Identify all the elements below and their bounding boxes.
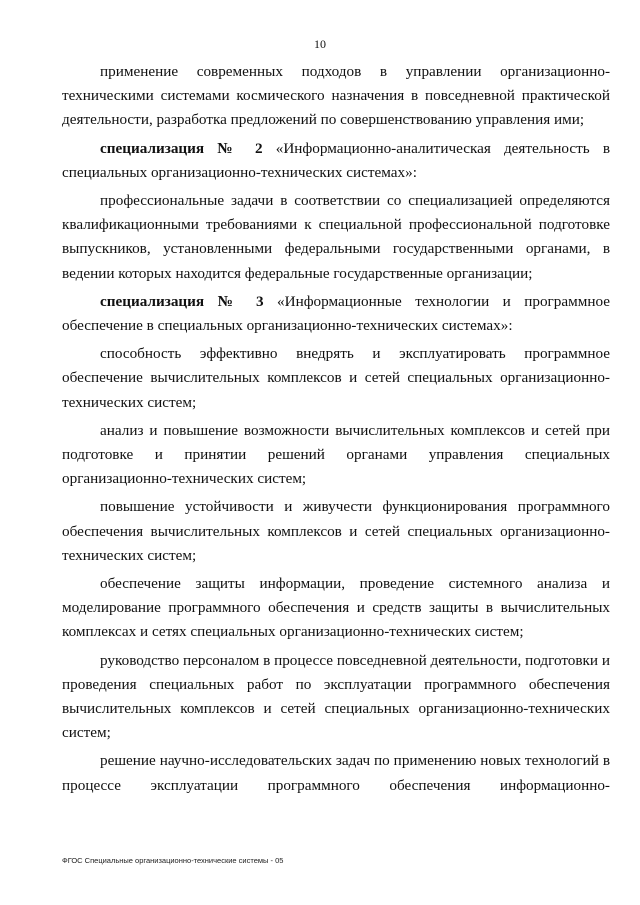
paragraph-resilience — [62, 495, 610, 568]
paragraph-analysis — [62, 419, 610, 492]
paragraph-personnel — [62, 649, 610, 746]
paragraph-specialization-3 — [62, 290, 610, 338]
paragraph-text: профессиональные задачи в соответствии со специализацией определяются квалификационными требованиями к специальной профессиональной подготовке выпускников, установленными федеральными государственными органами, в ведении которых находится федеральные государственные организации; — [62, 192, 610, 282]
paragraph-research — [62, 749, 610, 797]
paragraph-implementation — [62, 342, 610, 415]
paragraph-management-approaches — [62, 60, 610, 133]
specialization-title: «Информационные технологии и программное обеспечение в специальных организационно-технических системах»: — [62, 292, 610, 335]
document-body — [62, 60, 610, 802]
paragraph-text: способность эффективно внедрять и эксплуатировать программное обеспечение вычислительных комплексов и сетей специальных организационно-технических систем; — [62, 345, 610, 411]
paragraph-security — [62, 572, 610, 645]
page-footer: ФГОС Специальные организационно-технические системы - 05 — [62, 856, 284, 865]
paragraph-professional-tasks — [62, 189, 610, 286]
paragraph-specialization-2 — [62, 137, 610, 185]
paragraph-text: повышение устойчивости и живучести функционирования программного обеспечения вычислительных комплексов и сетей специальных организационно-технических систем; — [62, 498, 610, 564]
specialization-title: «Информационно-аналитическая деятельность в специальных организационно-технических системах»: — [62, 139, 610, 181]
paragraph-text: руководство персоналом в процессе повседневной деятельности, подготовки и проведения специальных работ по эксплуатации программного обеспечения вычислительных комплексов и сетей специальных организационно-технических систем; — [62, 651, 610, 742]
paragraph-text: решение научно-исследовательских задач по применению новых технологий в процессе эксплуатации программного обеспечения информационно- — [62, 752, 610, 794]
page-number: 10 — [314, 37, 326, 51]
specialization-label: специализация № 3 — [100, 292, 264, 310]
paragraph-text: анализ и повышение возможности вычислительных комплексов и сетей при подготовке и принятии решений органами управления специальных организационно-технических систем; — [62, 421, 610, 488]
paragraph-text: обеспечение защиты информации, проведение системного анализа и моделирование программного обеспечения и средств защиты в вычислительных комплексах и сетях специальных организационно-технических систем; — [62, 575, 610, 641]
specialization-label: специализация № 2 — [100, 139, 263, 157]
paragraph-text: применение современных подходов в управлении организационно-техническими системами космического назначения в повседневной практической деятельности, разработка предложений по совершенствованию управления ими; — [62, 63, 610, 129]
